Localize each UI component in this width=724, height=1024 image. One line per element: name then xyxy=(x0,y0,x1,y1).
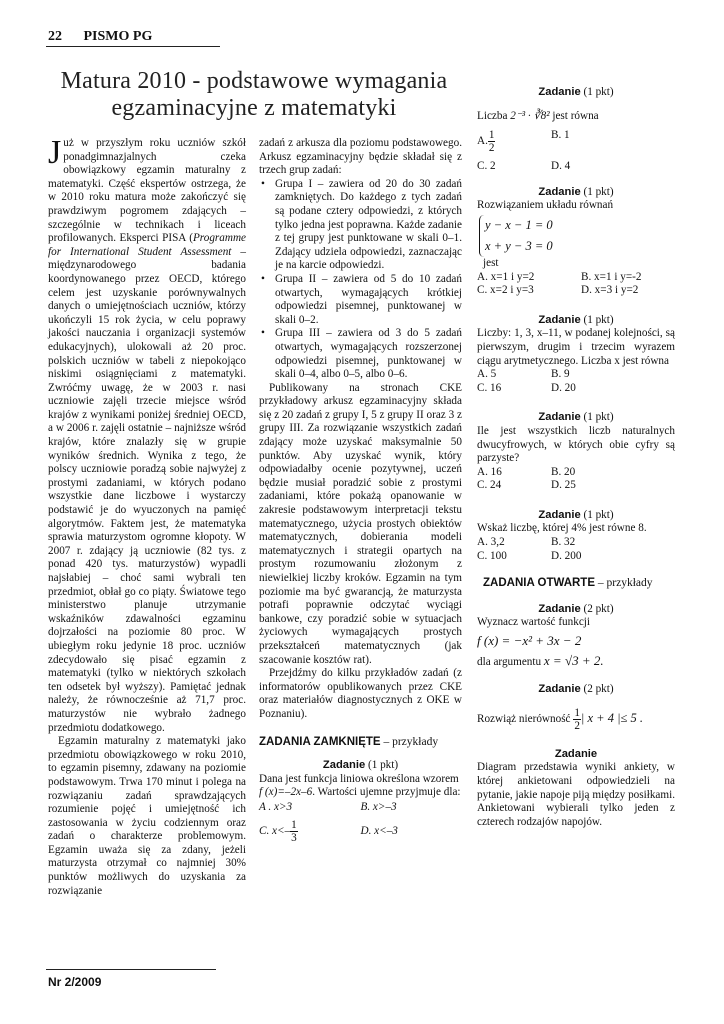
option-c: C. 16 xyxy=(477,381,502,394)
section-closed-heading: ZADANIA ZAMKNIĘTE – przykłady xyxy=(259,735,439,748)
task-text: Wskaż liczbę, której 4% jest równe 8. xyxy=(477,522,647,535)
option-c: C. x<– $\frac{1}{3}$ xyxy=(259,818,297,844)
option-a: A. $\frac{1}{2}$ xyxy=(477,129,495,155)
task-heading: Zadanie (1 pkt) xyxy=(322,759,399,772)
task-options xyxy=(477,466,675,493)
issue-number: Nr 2/2009 xyxy=(48,975,102,989)
option-b: B. x=1 i y=-2 xyxy=(581,270,642,283)
article-title xyxy=(46,68,462,122)
paragraph-2: Egzamin maturalny z matematyki jako przedmiotu obowiązkowego w roku 2010, to egzamin pisemny, zdawany na poziomie podstawowym. Trwa 170 minut i polega na rozwiązaniu zadań sprawdzających rozumienie pojęć i umiejętność ich zastosowania w życiu codziennym oraz zadań o charakterze problemowym. Egzamin uważa się za zdany, jeżeli maturzysta otrzymał co najmniej 30% punktów możliwych do uzyskania za rozwiązanie xyxy=(48,735,246,897)
task-text: jest xyxy=(483,256,499,269)
task-text: Rozwiąż nierówność $\frac{1}{2}$ | x + 4 |≤ 5 . xyxy=(477,706,643,732)
column-3 xyxy=(477,86,675,829)
option-a: A. x=1 i y=2 xyxy=(477,270,535,283)
intro-paragraph xyxy=(48,134,246,735)
task-options xyxy=(477,536,675,563)
section-open-heading: ZADANIA OTWARTE – przykłady xyxy=(483,577,653,590)
page-header xyxy=(48,29,220,45)
task-heading: Zadanie (1 pkt) xyxy=(538,411,614,424)
option-c: C. x=2 i y=3 xyxy=(477,284,534,297)
option-d: D. 200 xyxy=(551,549,582,562)
task-heading: Zadanie (1 pkt) xyxy=(538,508,614,521)
task-options xyxy=(477,368,675,395)
option-c: C. 2 xyxy=(477,160,496,173)
list-item: • Grupa III – zawiera od 3 do 5 zadań otwartych, wymagających rozszerzonej odpowiedzi pisemnej, punktowanej w skali 0–4, albo 0–5, albo 0–6. xyxy=(259,327,462,381)
title-line-2: egzaminacyjne z matematyki xyxy=(111,95,397,121)
option-a: A. 3,2 xyxy=(477,536,505,549)
option-a: A. 5 xyxy=(477,368,497,381)
intro-text-end: – międzynarodowego badania koordynowanego przez OECD, którego celem jest uzyskanie porównywalnych danych o umiejętnościach uczniów, którzy ukończyli 15 rok życia, w celu poprawy jakości nauczania i organizacji systemów edukacyjnych), ulokowali aż 20 proc. polskich uczniów w tabeli z niepokojąco niskimi osiągnięciami z matematyki. Zwróćmy uwagę, że w 2003 r. nasi uczniowie zajęli trzecie miejsce wśród krajów z wynikami poniżej średniej OECD, a w 2006 r. zajęli ostatnie – najniższe wśród krajów, które znalazły się w grupie wyników średnich. Wynika z tego, że polscy uczniowie poradzą sobie najwyżej z prostymi zadaniami, w których podano wszystkie dane liczbowe i wystarczy podstawić je do wyuczonych na pamięć algorytmów. Faktem jest, że matematyka sprawia maturzystom ogromne kłopoty. W 2007 r. zdający ją uczniowie (82 tys. z ponad 420 tys. maturzystów) wypadli najsłabiej – choć sami wybrali ten przedmiot, obłał go co piąty. Światowe tego ministerstwo planuje utrzymanie wskaźników zdawalności egzaminu dojrzałości na poziomie 80 proc. W ubiegłym roku jedynie 18 proc. uczniów zdecydowało się pisać egzamin z matematyki (tylko w niektórych szkołach ten odsetek był wyższy). Pamiętać jednak należy, że równocześnie aż 71,7 proc. maturzystów nie wybrało żadnego przedmiotu dodatkowego. xyxy=(48,245,246,734)
equation-system: y − x − 1 = 0 x + y − 3 = 0 xyxy=(479,215,553,257)
task-options xyxy=(477,271,675,298)
option-c: C. 100 xyxy=(477,549,507,562)
option-b: B. x>–3 xyxy=(360,800,397,813)
function-formula: f (x) = −x² + 3x − 2 xyxy=(477,633,582,649)
option-b: B. 9 xyxy=(551,368,570,381)
drop-cap: J xyxy=(48,134,62,171)
task-options xyxy=(477,129,675,174)
col2-paragraph-1: zadań z arkusza dla poziomu podstawowego. Arkusz egzaminacyjny będzie składał się z trzech grup zadań: xyxy=(259,137,462,177)
task-heading: Zadanie xyxy=(554,747,598,760)
option-b: B. 32 xyxy=(551,536,576,549)
header-rule xyxy=(46,46,220,47)
task-text: Dana jest funkcja liniowa określona wzorem f (x)=–2x–6. Wartości ujemne przyjmuje dla: xyxy=(259,772,461,799)
task-text: Diagram przedstawia wyniki ankiety, w której ankietowani odpowiedzieli na pytanie, jakie napoje piją między posiłkami. Ankietowani wybierali tylko jeden z czterech rodzajów napojów. xyxy=(477,761,675,828)
option-d: D. 4 xyxy=(551,160,571,173)
option-a: A. 16 xyxy=(477,465,502,478)
footer-rule xyxy=(46,969,216,970)
task-text: dla argumentu x = √3 + 2. xyxy=(477,652,604,668)
magazine-name: PISMO PG xyxy=(83,29,153,44)
option-d: D. x<–3 xyxy=(360,824,398,837)
column-1 xyxy=(48,134,246,898)
option-a: A . x>3 xyxy=(259,800,293,813)
task-text: Rozwiązaniem układu równań xyxy=(477,199,614,212)
title-line-1: Matura 2010 - podstawowe wymagania xyxy=(60,68,448,94)
pisa-name: Programme for International Student Assessment xyxy=(48,232,246,258)
option-d: D. 25 xyxy=(551,479,576,492)
list-item: • Grupa I – zawiera od 20 do 30 zadań zamkniętych. Do każdego z tych zadań są podane cztery odpowiedzi, z których tylko jedna jest poprawna. Każde zadanie z tej grupy jest punktowane w skali 0–1. Zdający udziela odpowiedzi, zaznaczając je na karcie odpowiedzi. xyxy=(259,178,462,273)
page-number: 22 xyxy=(48,29,62,44)
option-b: B. 20 xyxy=(551,465,576,478)
task-text: Wyznacz wartość funkcji xyxy=(477,616,591,629)
power-expression: 2⁻³ · ∛8² xyxy=(510,109,550,122)
task-heading: Zadanie (1 pkt) xyxy=(538,313,614,326)
column-2 xyxy=(259,137,462,844)
option-b: B. 1 xyxy=(551,129,570,142)
task-heading: Zadanie (2 pkt) xyxy=(538,683,614,696)
intro-text: uż w przyszłym roku uczniów szkół ponadgimnazjalnych czeka obowiązkowy egzamin maturalny z matematyki. Część ekspertów ostrzega, że w 2010 roku matura może zakończyć się prawdziwym pogromem zdających – szczególnie w technikach i liceach profilowanych. Eksperci PISA ( xyxy=(48,137,246,245)
task-text: Ile jest wszystkich liczb naturalnych dwucyfrowych, w których obie cyfry są parzyste? xyxy=(477,424,675,465)
list-item: • Grupa II – zawiera od 5 do 10 zadań otwartych, wymagających krótkiej odpowiedzi pisemnej, punktowanej w skali 0–2. xyxy=(259,273,462,327)
option-d: D. 20 xyxy=(551,381,576,394)
option-d: D. x=3 i y=2 xyxy=(581,284,639,297)
task-text: Liczba 2⁻³ · ∛8² jest równa xyxy=(477,109,599,122)
task-text: Liczby: 1, 3, x–11, w podanej kolejności, są pierwszym, drugim i trzecim wyrazem ciągu arytmetycznego. Liczba x jest równa xyxy=(477,327,675,367)
group-list xyxy=(259,178,462,382)
task-heading: Zadanie (1 pkt) xyxy=(538,86,614,98)
col2-paragraph-3: Przejdźmy do kilku przykładów zadań (z informatorów opublikowanych przez CKE oraz materiałów diagnostycznych z OKE w Poznaniu). xyxy=(259,667,462,720)
task-heading: Zadanie (2 pkt) xyxy=(538,602,614,615)
option-c: C. 24 xyxy=(477,479,502,492)
task-heading: Zadanie (1 pkt) xyxy=(538,185,614,198)
col2-paragraph-2: Publikowany na stronach CKE przykładowy arkusz egzaminacyjny składa się z 20 zadań z grupy I, 5 z grupy II oraz 3 z grupy III. Za rozwiązanie wszystkich zadań zdający może uzyskać maksymalnie 50 punktów. Aby uzyskać wynik, który odpowiadałby ocenie pozytywnej, uczeń będzie musiał poradzić sobie z prostymi zadaniami, które pokażą opanowanie w zakresie podstawowym interpretacji tekstu matematycznego, użycia prostych obiektów matematycznych, dobierania modeli matematycznych i strategii opartych na prostym rozumowaniu złożonym z niewielkiej liczby kroków. Egzamin na tym poziomie ma być gwarancją, że maturzysta potrafi poprawnie odczytać wyciągi bankowe, czy poradzić sobie w sytuacjach życiowych wymagających prostych przekształceń matematycznych (jak szacowanie kosztów rat). xyxy=(259,381,462,666)
task-options xyxy=(259,801,462,844)
